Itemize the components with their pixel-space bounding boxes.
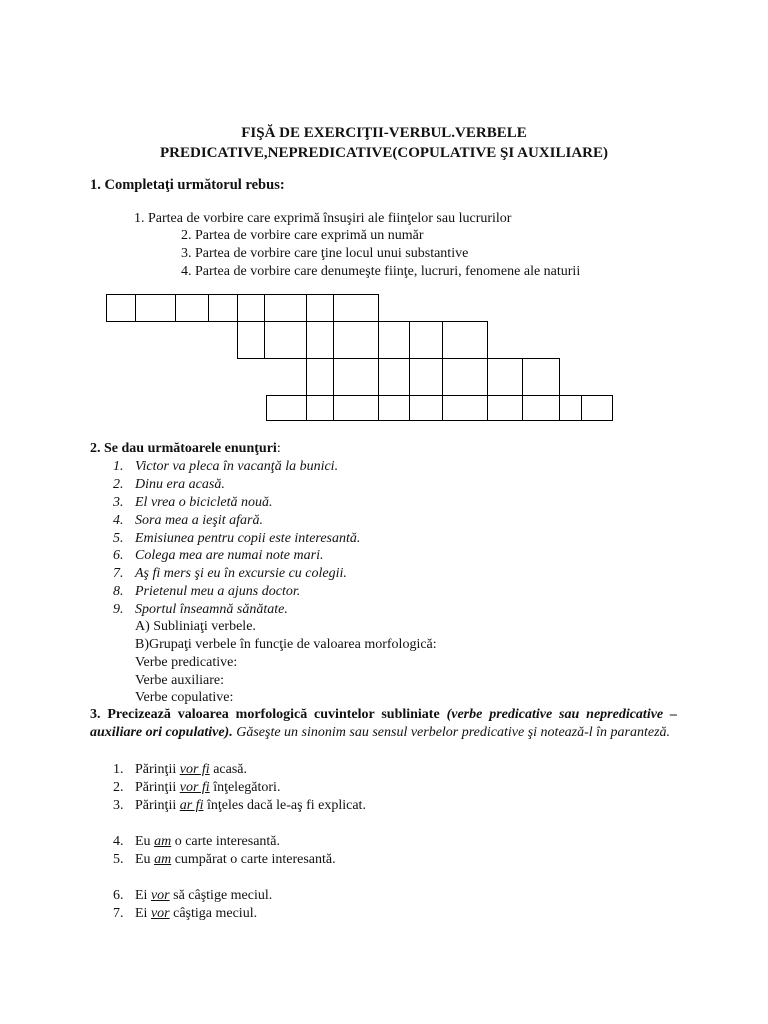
ex2-sentence: 6. Colega mea are numai note mari.: [113, 548, 324, 563]
ex3-item: 4. Eu am o carte interesantă.: [113, 834, 281, 849]
rebus-cell[interactable]: [237, 321, 265, 359]
ex3-item: 1. Părinţii vor fi acasă.: [113, 762, 247, 777]
ex2-sentence: 1. Victor va pleca în vacanţă la bunici.: [113, 459, 339, 474]
ex2-sentence: 3. El vrea o bicicletă nouă.: [113, 495, 273, 510]
ex2-sentence: 4. Sora mea a ieşit afară.: [113, 513, 263, 528]
ex2-verbe-copulative: Verbe copulative:: [135, 690, 234, 705]
underlined-word: vor: [150, 888, 170, 903]
rebus-cell[interactable]: [264, 321, 307, 359]
rebus-cell[interactable]: [442, 321, 488, 359]
rebus-cell[interactable]: [559, 395, 582, 421]
underlined-word: vor: [150, 906, 170, 921]
underlined-word: ar fi: [179, 798, 204, 813]
rebus-cell[interactable]: [106, 294, 136, 322]
rebus-cell[interactable]: [306, 321, 334, 359]
rebus-cell[interactable]: [409, 395, 443, 421]
ex2-sentence: 9. Sportul înseamnă sănătate.: [113, 602, 288, 617]
rebus-cell[interactable]: [409, 358, 443, 396]
ex1-clue-4: 4. Partea de vorbire care denumeşte fiinţe, lucruri, fenomene ale naturii: [181, 264, 581, 279]
ex2-verbe-predicative: Verbe predicative:: [135, 655, 238, 670]
ex2-sentence: 8. Prietenul meu a ajuns doctor.: [113, 584, 301, 599]
rebus-cell[interactable]: [264, 294, 307, 322]
ex2-task-a: A) Subliniaţi verbele.: [135, 619, 256, 634]
underlined-word: am: [154, 834, 172, 849]
ex2-sentence: 2. Dinu era acasă.: [113, 477, 225, 492]
rebus-cell[interactable]: [175, 294, 209, 322]
ex3-item: 2. Părinţii vor fi înţelegători.: [113, 780, 281, 795]
underlined-word: vor fi: [179, 780, 210, 795]
ex1-clue-2: 2. Partea de vorbire care exprimă un număr: [181, 228, 424, 243]
rebus-cell[interactable]: [306, 294, 334, 322]
ex3-item: 7. Ei vor câştiga meciul.: [113, 906, 258, 921]
rebus-cell[interactable]: [442, 395, 488, 421]
rebus-cell[interactable]: [581, 395, 613, 421]
rebus-cell[interactable]: [333, 321, 379, 359]
ex2-sentence: 5. Emisiunea pentru copii este interesantă.: [113, 531, 361, 546]
ex1-clue-3: 3. Partea de vorbire care ţine locul unui substantive: [181, 246, 469, 261]
rebus-cell[interactable]: [522, 395, 560, 421]
ex2-task-b: B)Grupaţi verbele în funcţie de valoarea morfologică:: [135, 637, 437, 652]
underlined-word: am: [154, 852, 172, 867]
ex3-heading: 3. Precizează valoarea morfologică cuvintelor subliniate (verbe predicative sau nepredicative – auxiliare ori copulative). Găseşte un sinonim sau sensul verbelor predicative şi notează-l în paranteză.: [90, 707, 678, 740]
rebus-cell[interactable]: [208, 294, 238, 322]
rebus-cell[interactable]: [237, 294, 265, 322]
rebus-cell[interactable]: [135, 294, 176, 322]
ex2-sentence: 7. Aş fi mers şi eu în excursie cu colegii.: [113, 566, 347, 581]
rebus-cell[interactable]: [306, 395, 334, 421]
ex3-item: 5. Eu am cumpărat o carte interesantă.: [113, 852, 336, 867]
ex1-clue-1: 1. Partea de vorbire care exprimă însuşiri ale fiinţelor sau lucrurilor: [134, 211, 512, 226]
ex1-heading: 1. Completaţi următorul rebus:: [90, 177, 285, 193]
rebus-cell[interactable]: [333, 395, 379, 421]
rebus-cell[interactable]: [487, 395, 523, 421]
ex3-item: 3. Părinţii ar fi înţeles dacă le-aş fi explicat.: [113, 798, 366, 813]
rebus-cell[interactable]: [409, 321, 443, 359]
ex2-verbe-auxiliare: Verbe auxiliare:: [135, 673, 225, 688]
title-line-1: FIŞĂ DE EXERCIŢII-VERBUL.VERBELE: [241, 125, 527, 141]
rebus-cell[interactable]: [487, 358, 523, 396]
underlined-word: vor fi: [179, 762, 210, 777]
title-line-2: PREDICATIVE,NEPREDICATIVE(COPULATIVE ŞI AUXILIARE): [160, 145, 608, 161]
ex3-item: 6. Ei vor să câştige meciul.: [113, 888, 273, 903]
rebus-cell[interactable]: [333, 358, 379, 396]
ex2-heading: 2. Se dau următoarele enunţuri:: [90, 441, 281, 456]
rebus-cell[interactable]: [378, 395, 410, 421]
rebus-cell[interactable]: [522, 358, 560, 396]
rebus-cell[interactable]: [442, 358, 488, 396]
rebus-cell[interactable]: [378, 321, 410, 359]
rebus-cell[interactable]: [378, 358, 410, 396]
rebus-cell[interactable]: [306, 358, 334, 396]
rebus-cell[interactable]: [266, 395, 307, 421]
rebus-cell[interactable]: [333, 294, 379, 322]
